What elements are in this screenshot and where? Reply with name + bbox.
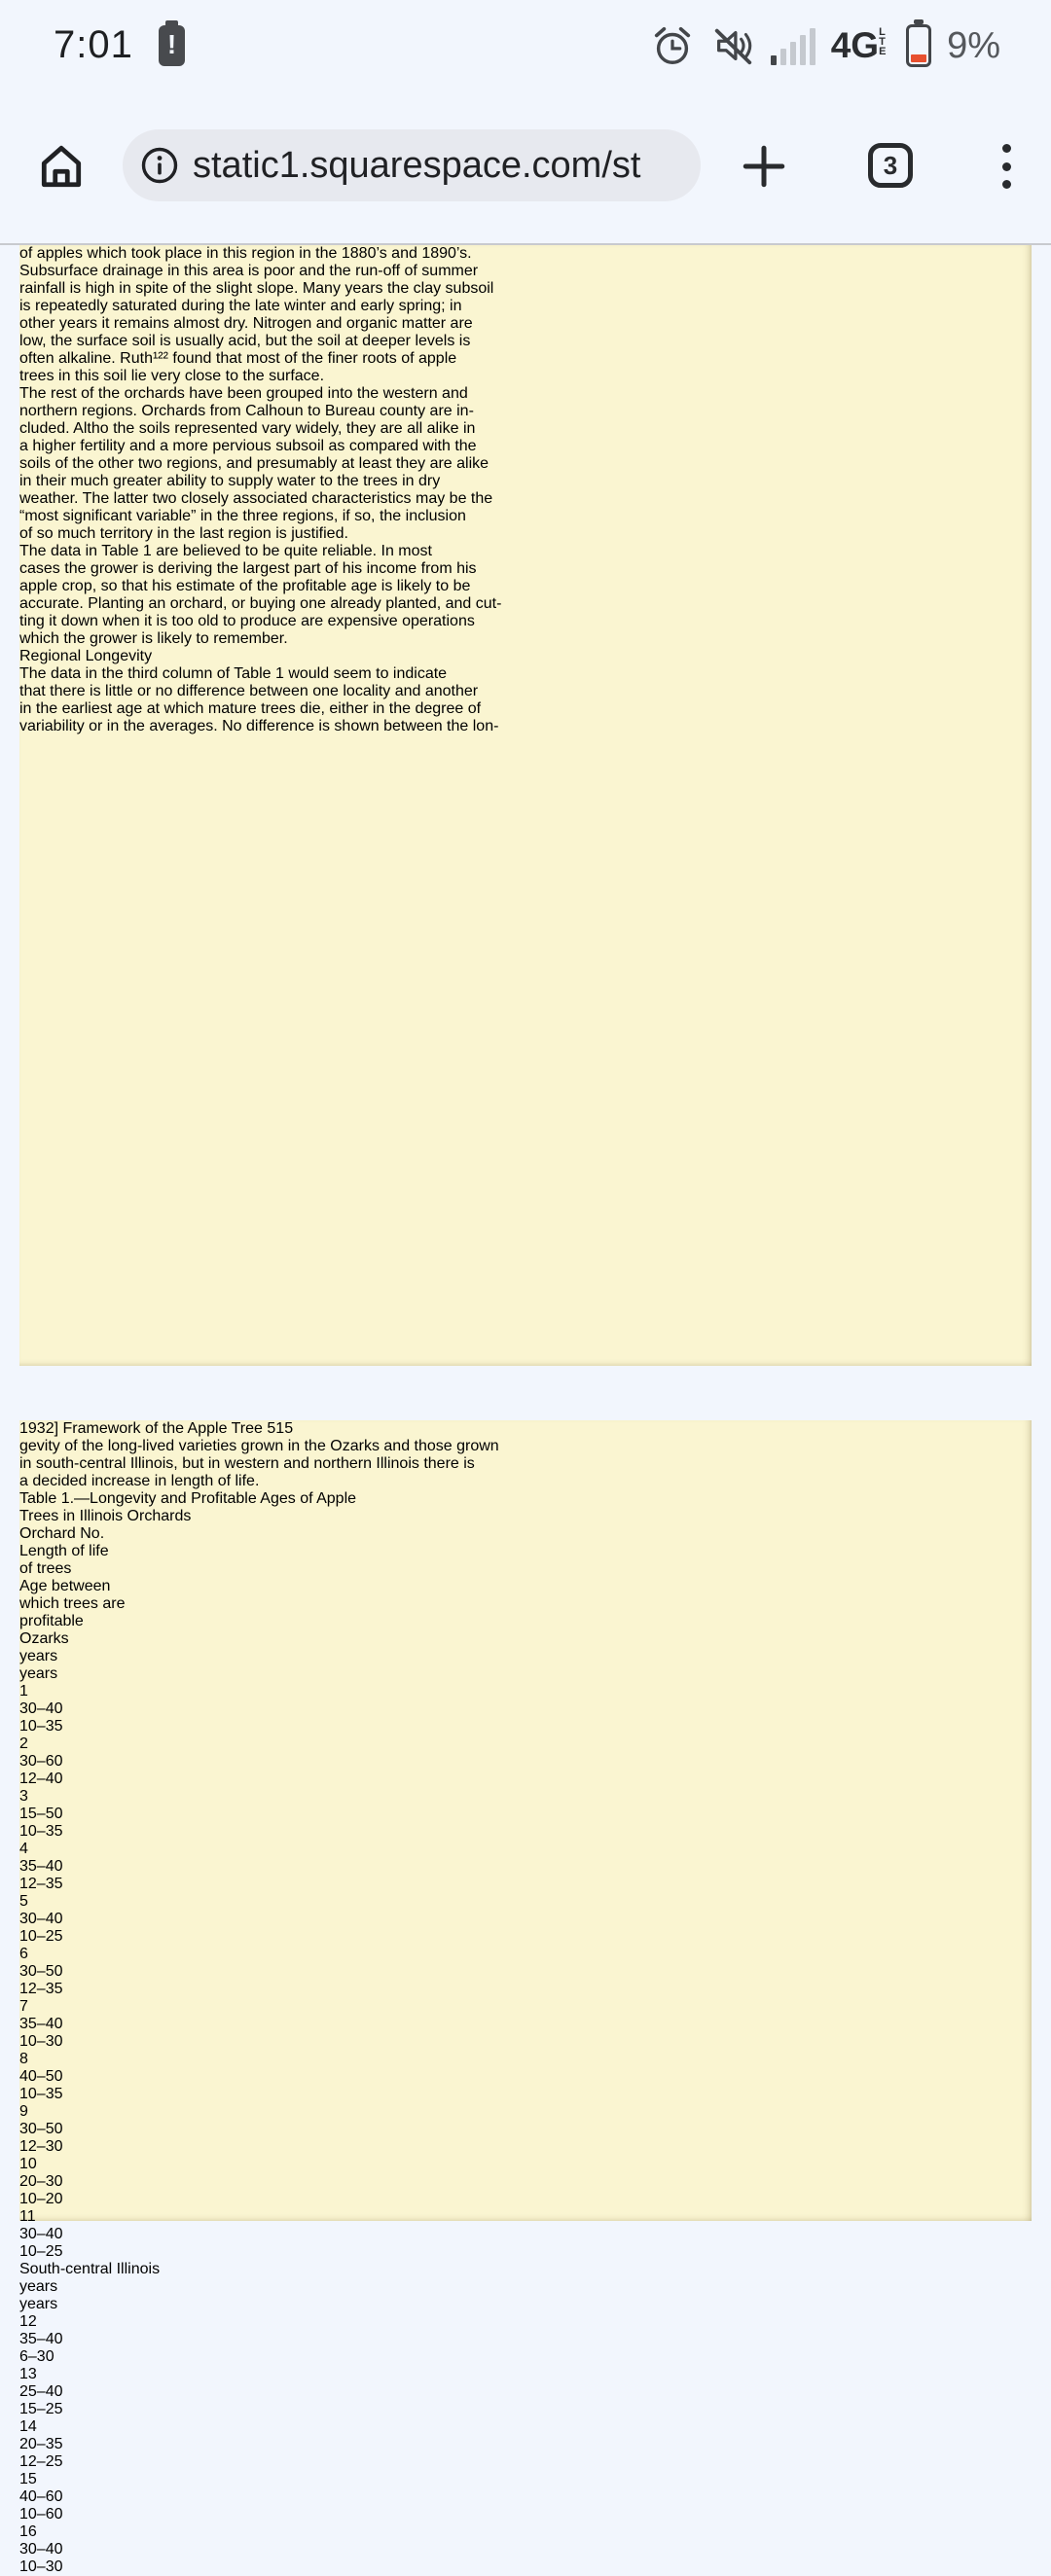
table-row: 16 30–40 10–30 bbox=[19, 2523, 63, 2575]
paragraph bbox=[19, 1438, 1032, 1490]
table-section-label: Ozarks bbox=[19, 1630, 69, 1647]
tab-count: 3 bbox=[883, 150, 898, 180]
text-line: in south-central Illinois, but in western and northern Illinois there is bbox=[19, 1455, 475, 1472]
text-line: is repeatedly saturated during the late winter and early spring; in bbox=[19, 298, 462, 314]
battery-alert-icon: ! bbox=[159, 25, 185, 66]
units-row: years years bbox=[19, 1648, 58, 1682]
column-header: Age between which trees are profitable bbox=[19, 1578, 126, 1629]
tab-switcher-button[interactable] bbox=[868, 143, 913, 188]
info-icon[interactable] bbox=[140, 146, 179, 185]
status-bar bbox=[0, 0, 1051, 88]
text-line: soils of the other two regions, and presumably at least they are alike bbox=[19, 455, 489, 472]
text-line: cluded. Altho the soils represented vary widely, they are all alike in bbox=[19, 420, 476, 437]
table-row: 9 30–50 12–30 bbox=[19, 2103, 63, 2155]
table-row: 2 30–60 12–40 bbox=[19, 1735, 63, 1787]
table-row: 3 15–50 10–35 bbox=[19, 1788, 63, 1840]
battery-low-icon bbox=[906, 24, 931, 67]
paragraph bbox=[19, 665, 1032, 735]
running-header bbox=[19, 1420, 1032, 1438]
pdf-viewport[interactable] bbox=[0, 245, 1051, 2575]
text-line: low, the surface soil is usually acid, but the soil at deeper levels is bbox=[19, 333, 471, 349]
text-line: ting it down when it is too old to produce are expensive operations bbox=[19, 613, 475, 629]
table-caption: Table 1.—Longevity and Profitable Ages of Apple Trees in Illinois Orchards bbox=[19, 1490, 357, 1524]
network-type: 4G LTE bbox=[830, 25, 887, 65]
text-line: often alkaline. Ruth¹²² found that most of the finer roots of apple bbox=[19, 350, 457, 367]
header-page-number: 515 bbox=[267, 1420, 294, 1437]
url-text: static1.squarespace.com/st bbox=[193, 144, 641, 186]
sound-off-icon bbox=[710, 23, 755, 68]
text-line: in the earliest age at which mature trees die, either in the degree of bbox=[19, 700, 482, 717]
browser-toolbar bbox=[0, 88, 1051, 245]
text-line: The rest of the orchards have been grouped into the western and bbox=[19, 385, 468, 402]
text-line: a higher fertility and a more pervious subsoil as compared with the bbox=[19, 438, 477, 454]
table-row: 6 30–50 12–35 bbox=[19, 1946, 63, 1997]
text-line: in their much greater ability to supply water to the trees in dry bbox=[19, 473, 441, 489]
section-heading: Regional Longevity bbox=[19, 648, 153, 664]
units-row: years years bbox=[19, 2278, 58, 2312]
text-line: of apples which took place in this region in the 1880’s and 1890’s. bbox=[19, 245, 472, 262]
text-line: apple crop, so that his estimate of the profitable age is likely to be bbox=[19, 578, 471, 594]
table-row: 1 30–40 10–35 bbox=[19, 1683, 63, 1735]
text-line: of so much territory in the last region is justified. bbox=[19, 525, 348, 542]
text-line: accurate. Planting an orchard, or buying one already planted, and cut- bbox=[19, 595, 502, 612]
text-line: gevity of the long-lived varieties grown in the Ozarks and those grown bbox=[19, 1438, 499, 1454]
new-tab-button[interactable] bbox=[740, 142, 788, 191]
clock: 7:01 bbox=[54, 23, 133, 66]
text-line: that there is little or no difference between one locality and another bbox=[19, 683, 479, 699]
table-section bbox=[19, 2261, 1032, 2576]
table-row: 11 30–40 10–25 bbox=[19, 2208, 63, 2260]
paragraph bbox=[19, 385, 1032, 543]
column-header: Length of life of trees bbox=[19, 1543, 109, 1577]
table-row: 4 35–40 12–35 bbox=[19, 1841, 63, 1892]
paragraph bbox=[19, 543, 1032, 648]
table-row: 5 30–40 10–25 bbox=[19, 1893, 63, 1945]
text-line: The data in the third column of Table 1 would seem to indicate bbox=[19, 665, 448, 682]
text-line: Subsurface drainage in this area is poor and the run-off of summer bbox=[19, 263, 479, 279]
url-bar[interactable] bbox=[123, 129, 701, 201]
text-line: northern regions. Orchards from Calhoun to Bureau county are in- bbox=[19, 403, 474, 419]
column-header: Orchard No. bbox=[19, 1525, 105, 1542]
alarm-icon bbox=[650, 23, 695, 68]
table-row: 7 35–40 10–30 bbox=[19, 1998, 63, 2050]
text-line: a decided increase in length of life. bbox=[19, 1473, 260, 1489]
kebab-menu-icon[interactable] bbox=[998, 142, 1014, 191]
paragraph bbox=[19, 245, 1032, 385]
home-icon[interactable] bbox=[37, 142, 86, 191]
pdf-page-1 bbox=[19, 245, 1032, 1366]
text-line: “most significant variable” in the three regions, if so, the inclusion bbox=[19, 508, 466, 524]
battery-percent: 9% bbox=[947, 24, 1000, 66]
data-table bbox=[19, 1525, 1032, 2576]
text-line: trees in this soil lie very close to the surface. bbox=[19, 368, 325, 384]
text-line: The data in Table 1 are believed to be quite reliable. In most bbox=[19, 543, 432, 559]
table-row: 15 40–60 10–60 bbox=[19, 2471, 63, 2522]
table-row: 8 40–50 10–35 bbox=[19, 2051, 63, 2102]
table-header-row bbox=[19, 1525, 1032, 1630]
table-section-label: South-central Illinois bbox=[19, 2261, 161, 2277]
text-line: which the grower is likely to remember. bbox=[19, 630, 288, 647]
table-row: 13 25–40 15–25 bbox=[19, 2366, 63, 2417]
table-row: 14 20–35 12–25 bbox=[19, 2418, 63, 2470]
header-year: 1932] bbox=[19, 1420, 59, 1437]
signal-strength-icon bbox=[771, 26, 815, 65]
text-line: other years it remains almost dry. Nitrogen and organic matter are bbox=[19, 315, 473, 332]
table-row: 12 35–40 6–30 bbox=[19, 2313, 63, 2365]
text-line: rainfall is high in spite of the slight slope. Many years the clay subsoil bbox=[19, 280, 494, 297]
text-line: variability or in the averages. No difference is shown between the lon- bbox=[19, 718, 499, 734]
text-line: cases the grower is deriving the largest part of his income from his bbox=[19, 560, 477, 577]
text-line: weather. The latter two closely associated characteristics may be the bbox=[19, 490, 493, 507]
header-title: Framework of the Apple Tree bbox=[62, 1420, 263, 1437]
pdf-page-2 bbox=[19, 1420, 1032, 2575]
table-row: 10 20–30 10–20 bbox=[19, 2156, 63, 2207]
table-section bbox=[19, 1630, 1032, 2261]
